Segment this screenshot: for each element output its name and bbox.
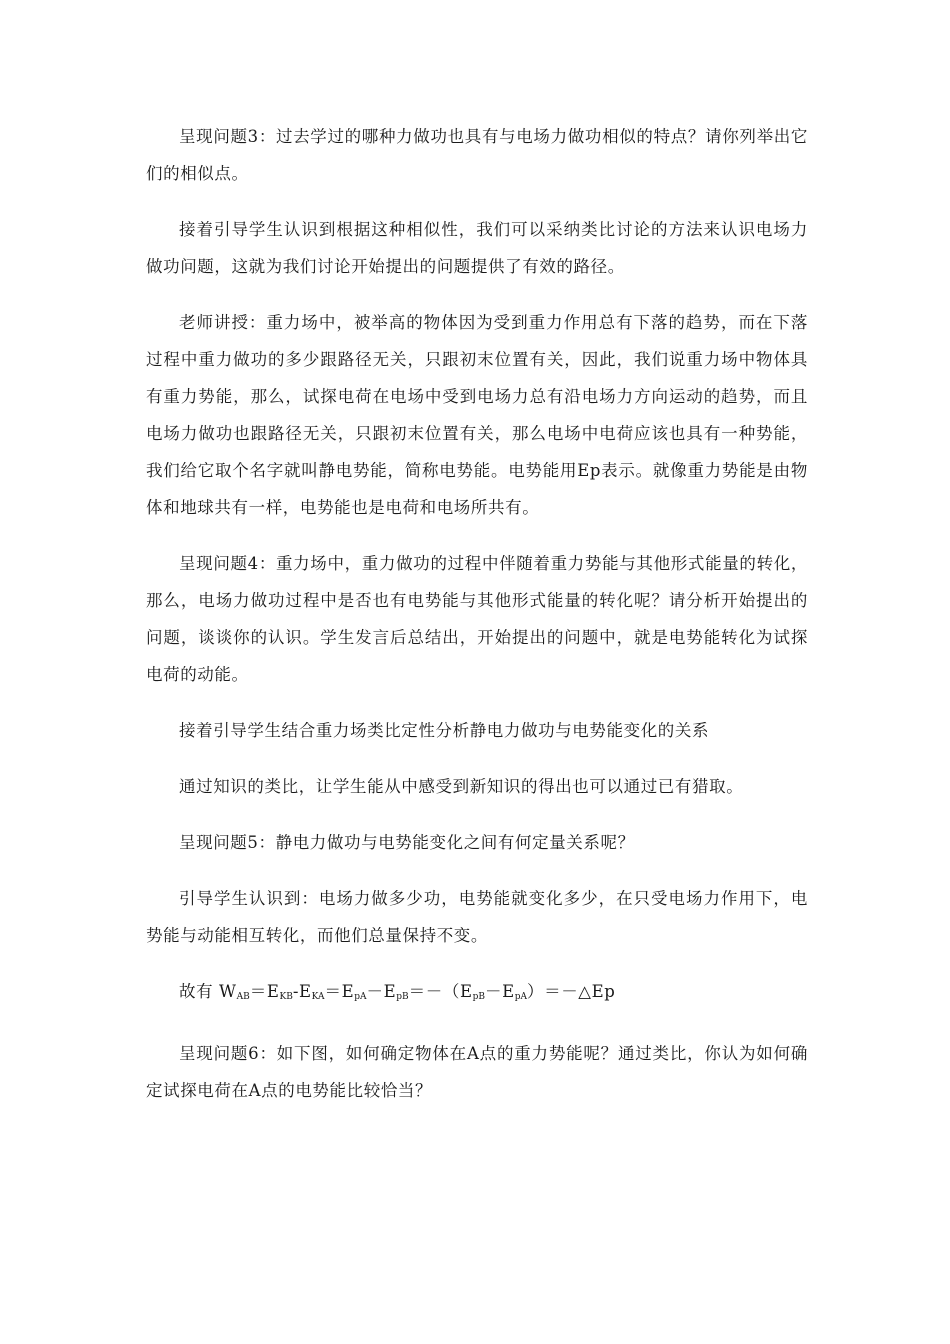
formula-subscript: pB	[472, 992, 485, 1002]
formula-subscript: KA	[311, 992, 325, 1002]
paragraph-question-4: 呈现问题4：重力场中，重力做功的过程中伴随着重力势能与其他形式能量的转化，那么，电场力做功过程中是否也有电势能与其他形式能量的转化呢？请分析开始提出的问题，谈谈你的认识。学生发言后总结出，开始提出的问题中，就是电势能转化为试探电荷的动能。	[146, 554, 808, 684]
paragraph-question-3: 呈现问题3：过去学过的哪种力做功也具有与电场力做功相似的特点？请你列举出它们的相似点。	[146, 127, 808, 183]
formula-part: ＝E	[249, 982, 280, 1001]
formula-part: ＝E	[324, 982, 355, 1001]
formula-tail: ）＝－△Ep	[527, 982, 616, 1001]
formula-part: －E	[484, 982, 515, 1001]
paragraph-guide-analogy: 接着引导学生认识到根据这种相似性，我们可以采纳类比讨论的方法来认识电场力做功问题，这就为我们讨论开始提出的问题提供了有效的路径。	[146, 220, 808, 276]
formula-part: ＝－（E	[408, 982, 473, 1001]
formula-part: －E	[366, 982, 397, 1001]
paragraph-guide-qualitative: 接着引导学生结合重力场类比定性分析静电力做功与电势能变化的关系	[179, 721, 710, 740]
formula-subscript: KB	[279, 992, 293, 1002]
formula-subscript: pA	[514, 992, 527, 1002]
formula-subscript: AB	[236, 992, 250, 1002]
paragraph-knowledge-analogy: 通过知识的类比，让学生能从中感受到新知识的得出也可以通过已有猎取。	[179, 777, 744, 796]
paragraph-question-6: 呈现问题6：如下图，如何确定物体在A点的重力势能呢？通过类比，你认为如何确定试探电荷在A点的电势能比较恰当？	[146, 1044, 808, 1100]
paragraph-guide-conclusion: 引导学生认识到：电场力做多少功，电势能就变化多少，在只受电场力作用下，电势能与动能相互转化，而他们总量保持不变。	[146, 889, 808, 945]
formula-subscript: pB	[396, 992, 409, 1002]
document-page	[146, 118, 808, 1128]
paragraph-question-5: 呈现问题5：静电力做功与电势能变化之间有何定量关系呢？	[179, 833, 635, 852]
paragraph-teacher-lecture: 老师讲授：重力场中，被举高的物体因为受到重力作用总有下落的趋势，而在下落过程中重力做功的多少跟路径无关，只跟初末位置有关，因此，我们说重力场中物体具有重力势能，那么，试探电荷在电场中受到电场力总有沿电场力方向运动的趋势，而且电场力做功也跟路径无关，只跟初末位置有关，那么电场中电荷应该也具有一种势能，我们给它取个名字就叫静电势能，简称电势能。电势能用Ep表示。就像重力势能是由物体和地球共有一样，电势能也是电荷和电场所共有。	[146, 313, 808, 517]
formula-subscript: pA	[354, 992, 367, 1002]
formula-lead: 故有 W	[179, 982, 237, 1001]
formula-work-energy	[146, 973, 808, 1016]
formula-part: -E	[292, 982, 312, 1001]
